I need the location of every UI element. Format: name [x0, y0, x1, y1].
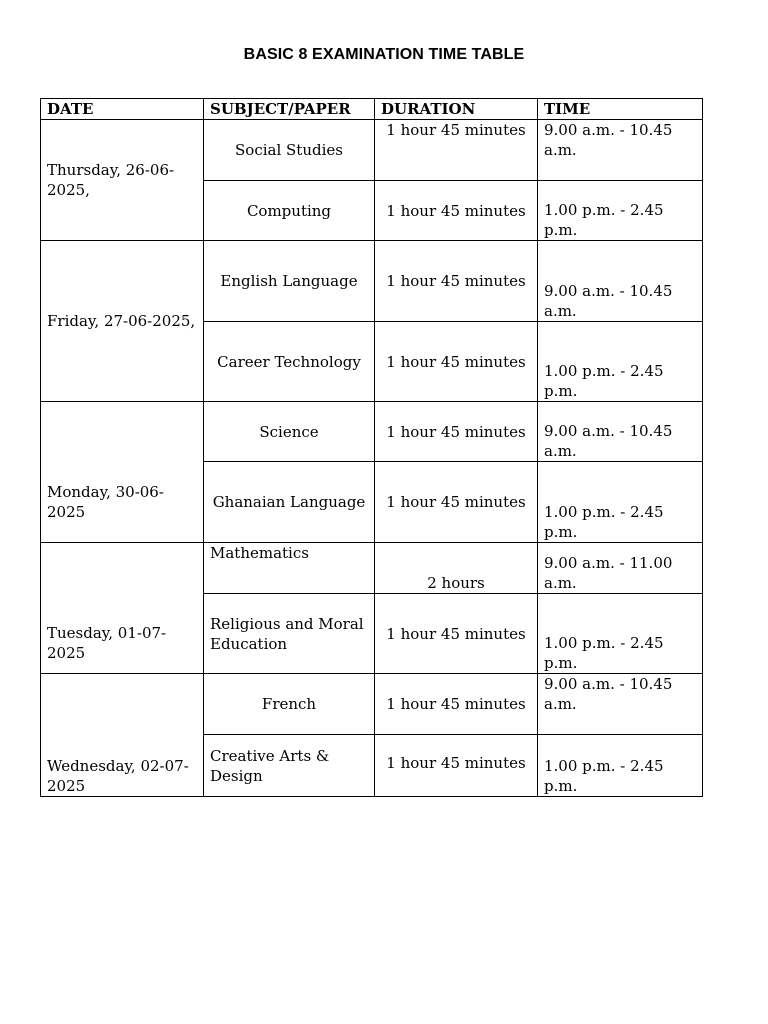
subject-cell: Career Technology — [204, 322, 375, 402]
header-duration: DURATION — [375, 99, 538, 120]
time-cell: 9.00 a.m. - 10.45 a.m. — [538, 241, 703, 322]
duration-cell: 1 hour 45 minutes — [375, 181, 538, 241]
time-cell: 1.00 p.m. - 2.45 p.m. — [538, 594, 703, 674]
duration-cell: 1 hour 45 minutes — [375, 594, 538, 674]
duration-cell: 1 hour 45 minutes — [375, 462, 538, 543]
subject-cell: Social Studies — [204, 120, 375, 181]
date-cell: Tuesday, 01-07-2025 — [41, 543, 204, 674]
time-cell: 9.00 a.m. - 11.00 a.m. — [538, 543, 703, 594]
time-cell: 9.00 a.m. - 10.45 a.m. — [538, 120, 703, 181]
header-subject: SUBJECT/PAPER — [204, 99, 375, 120]
subject-cell: Ghanaian Language — [204, 462, 375, 543]
subject-cell: Science — [204, 402, 375, 462]
date-cell: Monday, 30-06-2025 — [41, 402, 204, 543]
timetable — [40, 98, 703, 797]
subject-cell: Religious and Moral Education — [204, 594, 375, 674]
table-row — [41, 120, 703, 181]
subject-cell: French — [204, 674, 375, 735]
header-row — [41, 99, 703, 120]
time-cell: 9.00 a.m. - 10.45 a.m. — [538, 402, 703, 462]
header-time: TIME — [538, 99, 703, 120]
duration-cell: 1 hour 45 minutes — [375, 735, 538, 797]
duration-cell: 1 hour 45 minutes — [375, 241, 538, 322]
header-date: DATE — [41, 99, 204, 120]
table-row — [41, 402, 703, 462]
duration-cell: 1 hour 45 minutes — [375, 120, 538, 181]
duration-cell: 1 hour 45 minutes — [375, 402, 538, 462]
date-cell: Thursday, 26-06-2025, — [41, 120, 204, 241]
table-row — [41, 674, 703, 735]
time-cell: 1.00 p.m. - 2.45 p.m. — [538, 181, 703, 241]
duration-cell: 1 hour 45 minutes — [375, 322, 538, 402]
table-row — [41, 241, 703, 322]
time-cell: 1.00 p.m. - 2.45 p.m. — [538, 462, 703, 543]
time-cell: 1.00 p.m. - 2.45 p.m. — [538, 735, 703, 797]
date-cell: Wednesday, 02-07-2025 — [41, 674, 204, 797]
page-title: BASIC 8 EXAMINATION TIME TABLE — [243, 46, 525, 63]
subject-cell: Computing — [204, 181, 375, 241]
duration-cell: 1 hour 45 minutes — [375, 674, 538, 735]
table-row — [41, 543, 703, 594]
duration-cell: 2 hours — [375, 543, 538, 594]
date-cell: Friday, 27-06-2025, — [41, 241, 204, 402]
subject-cell: English Language — [204, 241, 375, 322]
subject-cell: Creative Arts & Design — [204, 735, 375, 797]
time-cell: 1.00 p.m. - 2.45 p.m. — [538, 322, 703, 402]
subject-cell: Mathematics — [204, 543, 375, 594]
time-cell: 9.00 a.m. - 10.45 a.m. — [538, 674, 703, 735]
